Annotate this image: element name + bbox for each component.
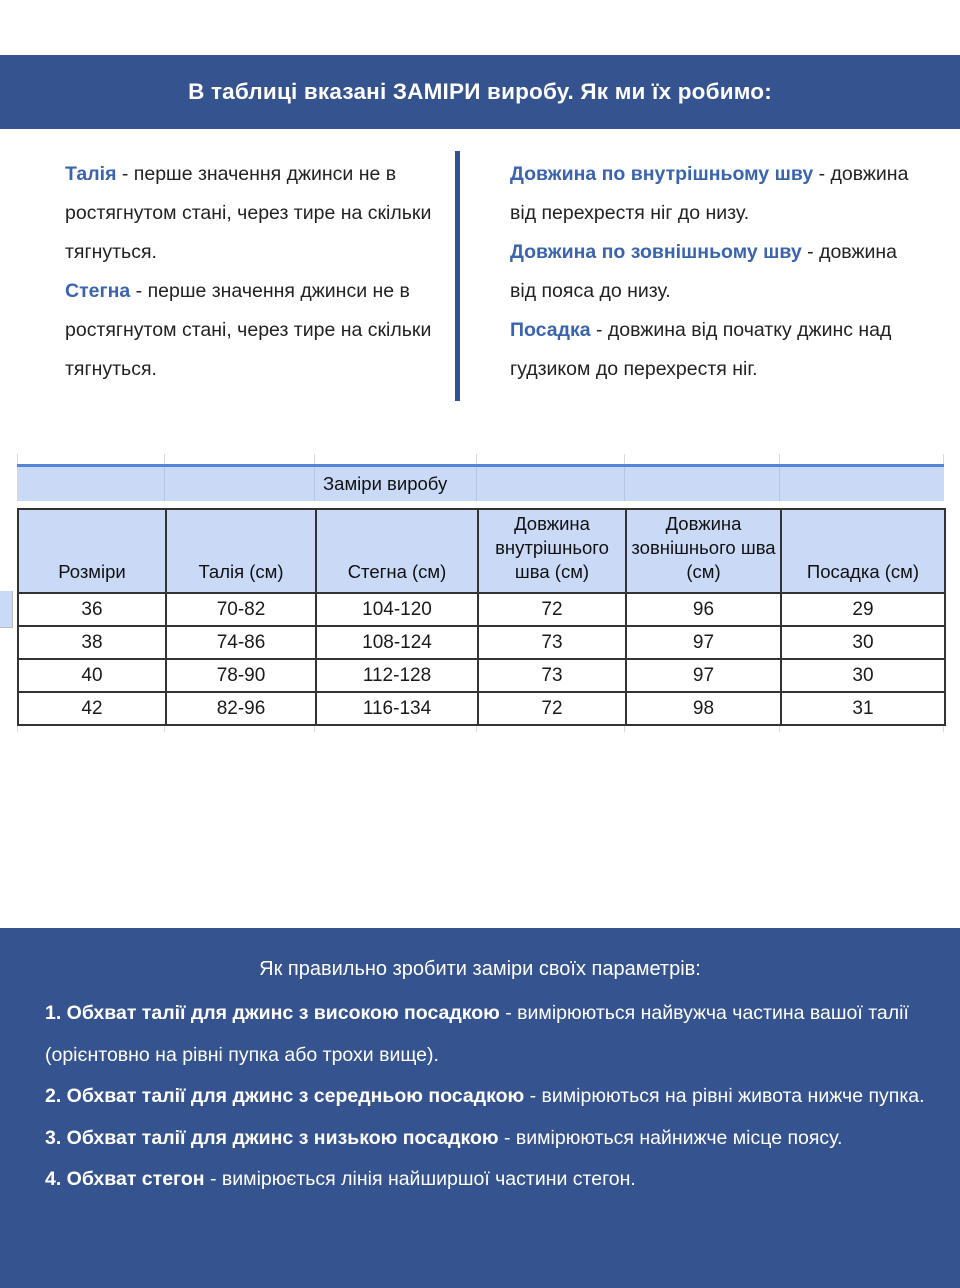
- spreadsheet-edge-cell: [0, 591, 13, 628]
- cell-rise: 31: [781, 692, 945, 725]
- definition-waist: [65, 155, 437, 272]
- definitions-right-column: [510, 155, 916, 389]
- instruction-text: - вимірюється лінія найширшої частини стегон.: [204, 1168, 636, 1190]
- vertical-divider: [455, 151, 460, 401]
- instruction-bold: 3. Обхват талії для джинс з низькою посадкою: [45, 1126, 499, 1149]
- column-header-sizes: Розміри: [18, 509, 166, 593]
- definitions-left-column: [65, 155, 437, 389]
- column-header-inseam: Довжина внутрішнього шва (см): [478, 509, 626, 593]
- instruction-text: - вимірюються на рівні живота нижче пупка.: [524, 1085, 925, 1107]
- instruction-text: - вимірюються найнижче місце поясу.: [498, 1126, 843, 1149]
- definition-rise: [510, 311, 916, 389]
- definition-text: - довжина від перехрестя ніг до низу.: [510, 163, 909, 224]
- cell-outseam: 96: [626, 593, 781, 626]
- cell-waist: 74-86: [166, 626, 316, 659]
- table-row: [18, 692, 945, 725]
- cell-outseam: 97: [626, 626, 781, 659]
- table-row: [18, 593, 945, 626]
- table-row: [18, 626, 945, 659]
- size-table: [17, 508, 946, 726]
- cell-outseam: 97: [626, 659, 781, 692]
- top-margin: [0, 0, 960, 55]
- instruction-item-2: [45, 1076, 925, 1118]
- definition-term: Стегна: [65, 280, 131, 302]
- cell-size: 42: [18, 692, 166, 725]
- cell-rise: 29: [781, 593, 945, 626]
- definition-text: - перше значення джинси не в ростягнутом стані, через тире на скільки тягнуться.: [65, 163, 432, 263]
- table-merged-header-label: Заміри виробу: [323, 473, 448, 494]
- instruction-item-1: [45, 993, 925, 1076]
- definition-term: Довжина по внутрішньому шву: [510, 163, 814, 185]
- definition-term: Посадка: [510, 319, 591, 341]
- table-merged-header-row: [17, 467, 944, 501]
- table-gap-row: [17, 501, 944, 508]
- instruction-text: - вимірюються найвужча частина вашої талії (орієнтовно на рівні пупка або трохи вище).: [45, 1002, 909, 1066]
- instruction-bold: 4. Обхват стегон: [45, 1168, 205, 1190]
- cell-hips: 112-128: [316, 659, 478, 692]
- cell-outseam: 98: [626, 692, 781, 725]
- cell-size: 38: [18, 626, 166, 659]
- mid-margin: [0, 732, 960, 928]
- size-table-container: [17, 454, 944, 732]
- gridline-strip-top: [17, 454, 944, 464]
- table-header-row: [18, 509, 945, 593]
- instruction-item-4: [45, 1159, 925, 1201]
- cell-inseam: 72: [478, 692, 626, 725]
- column-header-hips: Стегна (см): [316, 509, 478, 593]
- definition-term: Довжина по зовнішньому шву: [510, 241, 802, 263]
- cell-waist: 78-90: [166, 659, 316, 692]
- footer-instructions-section: [0, 928, 960, 1288]
- cell-rise: 30: [781, 659, 945, 692]
- column-header-waist: Талія (см): [166, 509, 316, 593]
- definition-inseam: [510, 155, 916, 233]
- definition-text: - перше значення джинси не в ростягнутом стані, через тире на скільки тягнуться.: [65, 280, 432, 380]
- instruction-item-3: [45, 1118, 925, 1160]
- cell-hips: 108-124: [316, 626, 478, 659]
- footer-title: Як правильно зробити заміри своїх параметрів:: [259, 958, 701, 980]
- cell-size: 40: [18, 659, 166, 692]
- cell-waist: 70-82: [166, 593, 316, 626]
- column-header-outseam: Довжина зовнішнього шва (см): [626, 509, 781, 593]
- gridline-strip-bottom: [17, 726, 944, 732]
- definition-text: - довжина від початку джинс над гудзиком до перехрестя ніг.: [510, 319, 892, 380]
- definition-text: - довжина від пояса до низу.: [510, 241, 897, 302]
- cell-waist: 82-96: [166, 692, 316, 725]
- cell-hips: 104-120: [316, 593, 478, 626]
- cell-inseam: 73: [478, 626, 626, 659]
- instruction-bold: 1. Обхват талії для джинс з високою посадкою: [45, 1002, 500, 1024]
- cell-rise: 30: [781, 626, 945, 659]
- size-table-section: [0, 454, 960, 732]
- page-title: В таблиці вказані ЗАМІРИ виробу. Як ми їх робимо:: [188, 79, 772, 104]
- definition-term: Талія: [65, 163, 117, 185]
- definitions-section: [0, 151, 960, 421]
- header-banner: [0, 55, 960, 129]
- cell-hips: 116-134: [316, 692, 478, 725]
- instruction-bold: 2. Обхват талії для джинс з середньою посадкою: [45, 1085, 525, 1107]
- table-row: [18, 659, 945, 692]
- cell-inseam: 72: [478, 593, 626, 626]
- cell-inseam: 73: [478, 659, 626, 692]
- column-header-rise: Посадка (см): [781, 509, 945, 593]
- definition-outseam: [510, 233, 916, 311]
- cell-size: 36: [18, 593, 166, 626]
- definition-hips: [65, 272, 437, 389]
